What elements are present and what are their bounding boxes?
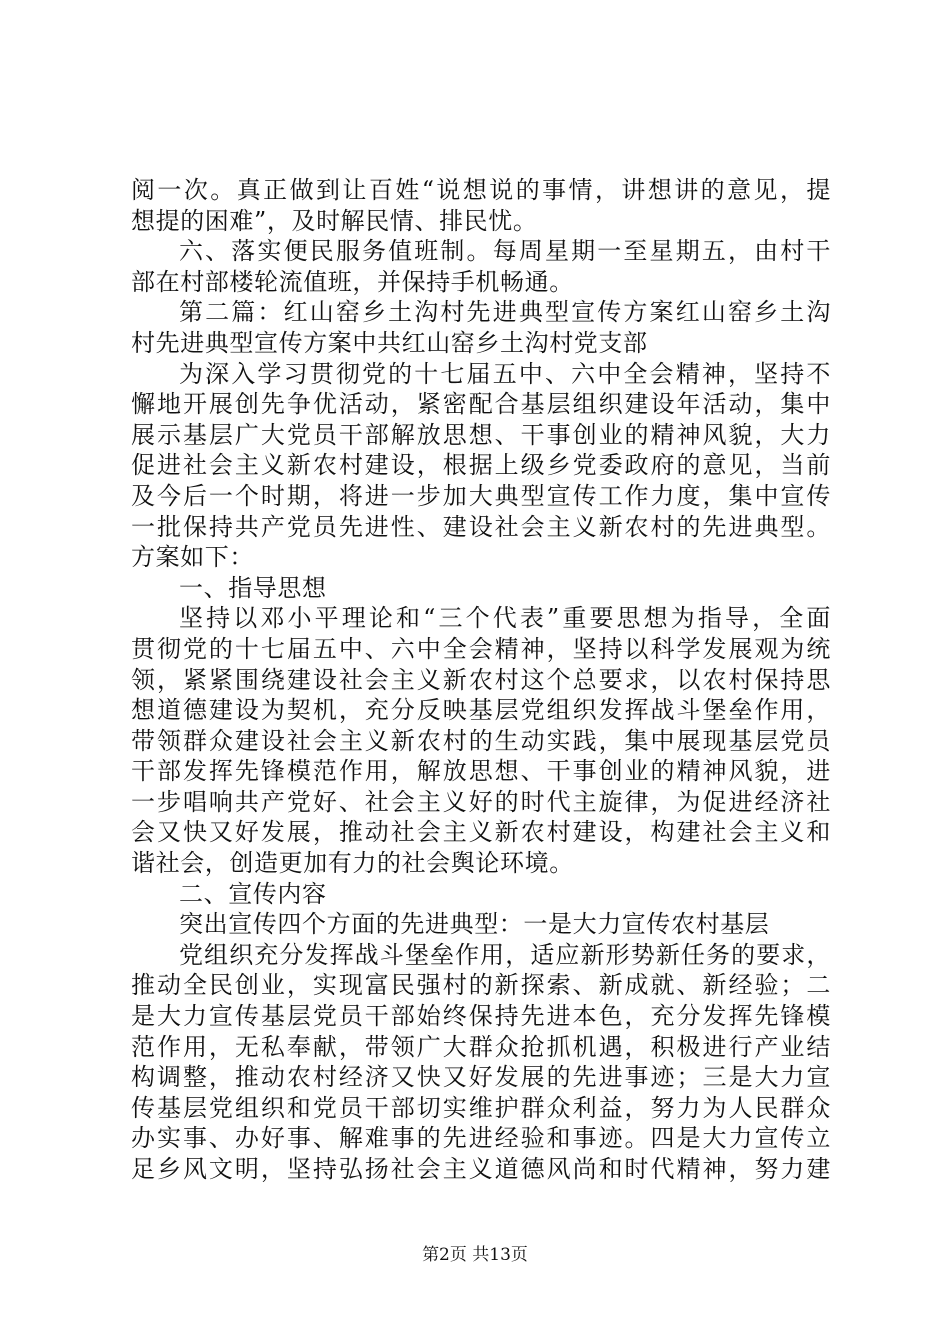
page-footer: 第2页 共13页 [422, 1245, 528, 1265]
text-line: 突出宣传四个方面的先进典型：一是大力宣传农村基层 [179, 910, 770, 939]
text-line: 传基层党组织和党员干部切实维护群众利益，努力为人民群众 [131, 1093, 831, 1122]
text-line: 部在村部楼轮流值班，并保持手机畅通。 [131, 267, 574, 296]
text-line: 构调整，推动农村经济又快又好发展的先进事迹；三是大力宣 [131, 1063, 831, 1092]
text-line: 党组织充分发挥战斗堡垒作用，适应新形势新任务的要求， [179, 940, 831, 969]
text-line: 一批保持共产党员先进性、建设社会主义新农村的先进典型。 [131, 512, 831, 541]
text-line: 领，紧紧围绕建设社会主义新农村这个总要求，以农村保持思 [131, 665, 831, 694]
text-line: 是大力宣传基层党员干部始终保持先进本色，充分发挥先锋模 [131, 1002, 831, 1031]
text-line: 及今后一个时期，将进一步加大典型宣传工作力度，集中宣传 [131, 481, 831, 510]
text-line: 推动全民创业，实现富民强村的新探索、新成就、新经验；二 [131, 971, 831, 1000]
text-line: 六、落实便民服务值班制。每周星期一至星期五，由村干 [179, 237, 831, 266]
text-line: 阅一次。真正做到让百姓“说想说的事情，讲想讲的意见，提 [131, 176, 831, 204]
text-line: 想道德建设为契机，充分反映基层党组织发挥战斗堡垒作用， [131, 696, 831, 725]
text-line: 第二篇：红山窑乡土沟村先进典型宣传方案红山窑乡土沟 [179, 298, 831, 327]
text-line: 足乡风文明，坚持弘扬社会主义道德风尚和时代精神，努力建 [131, 1155, 831, 1183]
text-line: 二、宣传内容 [179, 879, 327, 908]
text-line: 想提的困难”，及时解民情、排民忧。 [131, 206, 538, 235]
text-line: 促进社会主义新农村建设，根据上级乡党委政府的意见，当前 [131, 451, 831, 480]
text-line: 为深入学习贯彻党的十七届五中、六中全会精神，坚持不 [179, 359, 831, 388]
text-line: 一步唱响共产党好、社会主义好的时代主旋律，为促进经济社 [131, 787, 831, 816]
document-body [131, 175, 831, 1185]
text-line: 展示基层广大党员干部解放思想、干事创业的精神风貌，大力 [131, 420, 831, 449]
text-line: 方案如下： [131, 543, 254, 572]
text-line: 办实事、办好事、解难事的先进经验和事迹。四是大力宣传立 [131, 1124, 831, 1153]
text-line: 坚持以邓小平理论和“三个代表”重要思想为指导，全面 [179, 604, 831, 633]
text-line: 谐社会，创造更加有力的社会舆论环境。 [131, 849, 574, 878]
text-line: 干部发挥先锋模范作用，解放思想、干事创业的精神风貌，进 [131, 757, 831, 786]
text-line: 懈地开展创先争优活动，紧密配合基层组织建设年活动，集中 [131, 390, 831, 419]
text-line: 带领群众建设社会主义新农村的生动实践，集中展现基层党员 [131, 726, 831, 755]
text-line: 范作用，无私奉献，带领广大群众抢抓机遇，积极进行产业结 [131, 1032, 831, 1061]
text-line: 村先进典型宣传方案中共红山窑乡土沟村党支部 [131, 328, 648, 357]
text-line: 会又快又好发展，推动社会主义新农村建设，构建社会主义和 [131, 818, 831, 847]
text-line: 贯彻党的十七届五中、六中全会精神，坚持以科学发展观为统 [131, 634, 831, 663]
text-line: 一、指导思想 [179, 573, 327, 602]
